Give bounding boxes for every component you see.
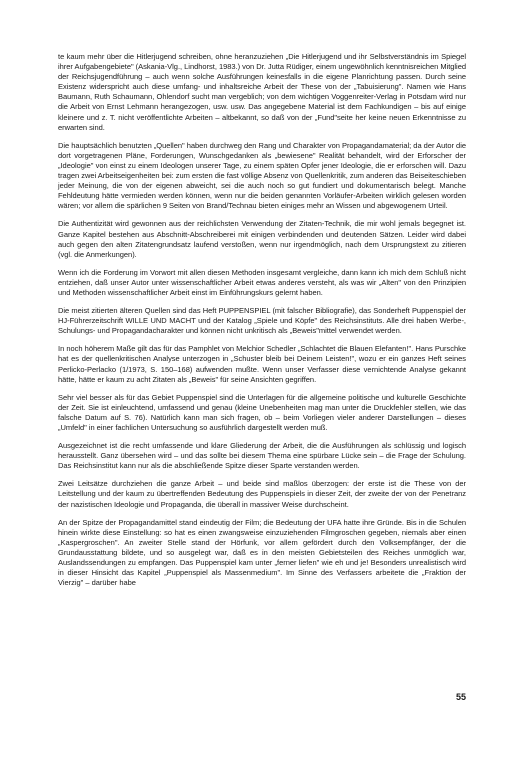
paragraph: Sehr viel besser als für das Gebiet Puppenspiel sind die Unterlagen für die allgemeine politische und kulturelle Geschichte der Zeit. Sie ist einleuchtend, umfassend und genau (kleine Unebenheiten mag man unter die Druckfehler stellen, wie das falsche Datum auf S. 76). Natürlich kann man sich fragen, ob – beim Vorliegen vieler anderer Darstellungen – dieses „Umfeld" in einer fachlichen Untersuchung so ausführlich dargestellt werden muß. bbox=[58, 392, 466, 432]
paragraph: Wenn ich die Forderung im Vorwort mit allen diesen Methoden insgesamt vergleiche, dann kann ich mich dem Schluß nicht entziehen, daß unser Autor unter wissenschaftlicher Arbeit etwas anderes versteht, als was wir „Alten" von den Prinzipien und Methoden wissenschaftlicher Arbeit einst im Einführungskurs gelernt haben. bbox=[58, 267, 466, 297]
paragraph: Die hauptsächlich benutzten „Quellen" haben durchweg den Rang und Charakter von Propagandamaterial; da der Autor die dort vorgetragenen Pläne, Forderungen, Wunschgedanken als „bewiesene" Realität behandelt, wird der Erforscher der „Ideologie" von einst zu einem Ideologen unserer Tage, zu einem späten Opfer jener Ideologie, die er erforschen will. Dazu tragen zwei Arbeitseigenheiten bei: zum ersten die fast völlige Absenz von Quellenkritik, zum anderen das Beiseiteschieben jeder Meinung, die von der eigenen abweicht, sei die auch noch so gut fundiert und dokumentarisch belegt. Manche Fehldeutung hätte vermieden werden können, wenn nur die beiden genannten Vorläufer-Arbeiten wirklich gelesen worden wären; vor allem die spärlichen 9 Seiten von Brand/Technau bieten einiges mehr an Wissen und abgewogenem Urteil. bbox=[58, 140, 466, 211]
page-number: 55 bbox=[455, 692, 466, 702]
paragraph: Ausgezeichnet ist die recht umfassende und klare Gliederung der Arbeit, die die Ausführungen als schlüssig und logisch herausstellt. Ganz übersehen wird – und das sollte bei diesem Thema eine spürbare Lücke sein – die Frage der Schulung. Das Reichsinstitut kann nur als die abschließende Spitze dieser Sparte verstanden werden. bbox=[58, 441, 466, 471]
paragraph: Die Authentizität wird gewonnen aus der reichlichsten Verwendung der Zitaten-Technik, die mir wohl jemals begegnet ist. Ganze Kapitel bestehen aus Abschnitt-Abschreiberei mit einigen verbindenden und deutenden Sätzen. Leider wird dabei auch gegen den alten Zitatengrundsatz laufend verstoßen, wenn nur irgendmöglich, nach dem Ursprungstext zu zitieren (vgl. die Anmerkungen). bbox=[58, 219, 466, 259]
paragraph: Zwei Leitsätze durchziehen die ganze Arbeit – und beide sind maßlos überzogen: der erste ist die These von der Leitstellung und der kaum zu übertreffenden Bedeutung des Puppenspiels in dieser Zeit, der zweite der von der Penetranz der nazistischen Ideologie und Propaganda, die überall in massiver Weise durchscheint. bbox=[58, 479, 466, 509]
paragraph: te kaum mehr über die Hitlerjugend schreiben, ohne heranzuziehen „Die Hitlerjugend und ihr Selbstverständnis im Spiegel ihrer Aufgabengebiete" (Askania-Vlg., Lindhorst, 1983.) von Dr. Jutta Rüdiger, einem ungewöhnlich kenntnisreichen Mitglied der Reichsjugendführung – auch wenn solche Ausführungen keinesfalls in die eigene Planrichtung passen. Durch seine Existenz widerspricht auch diese umfang- und inhaltsreiche Arbeit der These von der „Tabuisierung". Namen wie Hans Baumann, Ruth Schaumann, Ohlendorf sucht man vergeblich; von dem wichtigen Voggenreiter-Verlag in Potsdam wird nur die Arbeit von Ernst Lehmann herangezogen, usw. usw. Das angegebene Material ist dem Fachkundigen – bis auf einige kleinere und z. T. nicht veröffentlichte Arbeiten – altbekannt, so daß von der „Fund"seite her keine neuen Erkenntnisse zu erwarten sind. bbox=[58, 52, 466, 132]
paragraph: An der Spitze der Propagandamittel stand eindeutig der Film; die Bedeutung der UFA hatte ihre Gründe. Bis in die Schulen hinein wirkte diese Einstellung: so hat es einen zwangsweise einzuziehenden Filmgroschen gegeben, niemals aber einen „Kaspergroschen". An zweiter Stelle stand der Hörfunk, vor allem gefördert durch den Volksempfänger, der die Grundausstattung bildete, und so ausgelegt war, daß es in den meisten Gebietsteilen des Reiches unmöglich war, Auslandssendungen zu empfangen. Das Puppenspiel kam unter „ferner liefen" wie eh und je! Besonders unrealistisch wird in dieser Hinsicht das Kapitel „Puppenspiel als Massenmedium". Im Sinne des Verfassers arbeitete die „Fraktion der Vierzig" – darüber habe bbox=[58, 517, 466, 588]
paragraph: In noch höherem Maße gilt das für das Pamphlet von Melchior Schedler „Schlachtet die Blauen Elefanten!". Hans Purschke hat es der quellenkritischen Analyse unterzogen in „Schuster bleib bei Deinem Leisten!", wozu er ein ganzes Heft seines Perlicko-Perlacko (1/1973, S. 150–168) aufwenden mußte. Wenn unser Verfasser diese vernichtende Analyse gekannt hätte, hätte er kaum zu acht Zitaten als „Beweis" für seine Ansichten gegriffen. bbox=[58, 344, 466, 384]
document-page bbox=[58, 52, 466, 596]
paragraph: Die meist zitierten älteren Quellen sind das Heft PUPPENSPIEL (mit falscher Bibliografie), das Sonderheft Puppenspiel der HJ-Führerzeitschrift WILLE UND MACHT und der Katalog „Spiele und Köpfe" des Reichsinstituts. Alle drei haben Werbe-, Schulungs- und Propagandacharakter und können nicht unkritisch als „Beweis"mittel verwendet werden. bbox=[58, 306, 466, 336]
